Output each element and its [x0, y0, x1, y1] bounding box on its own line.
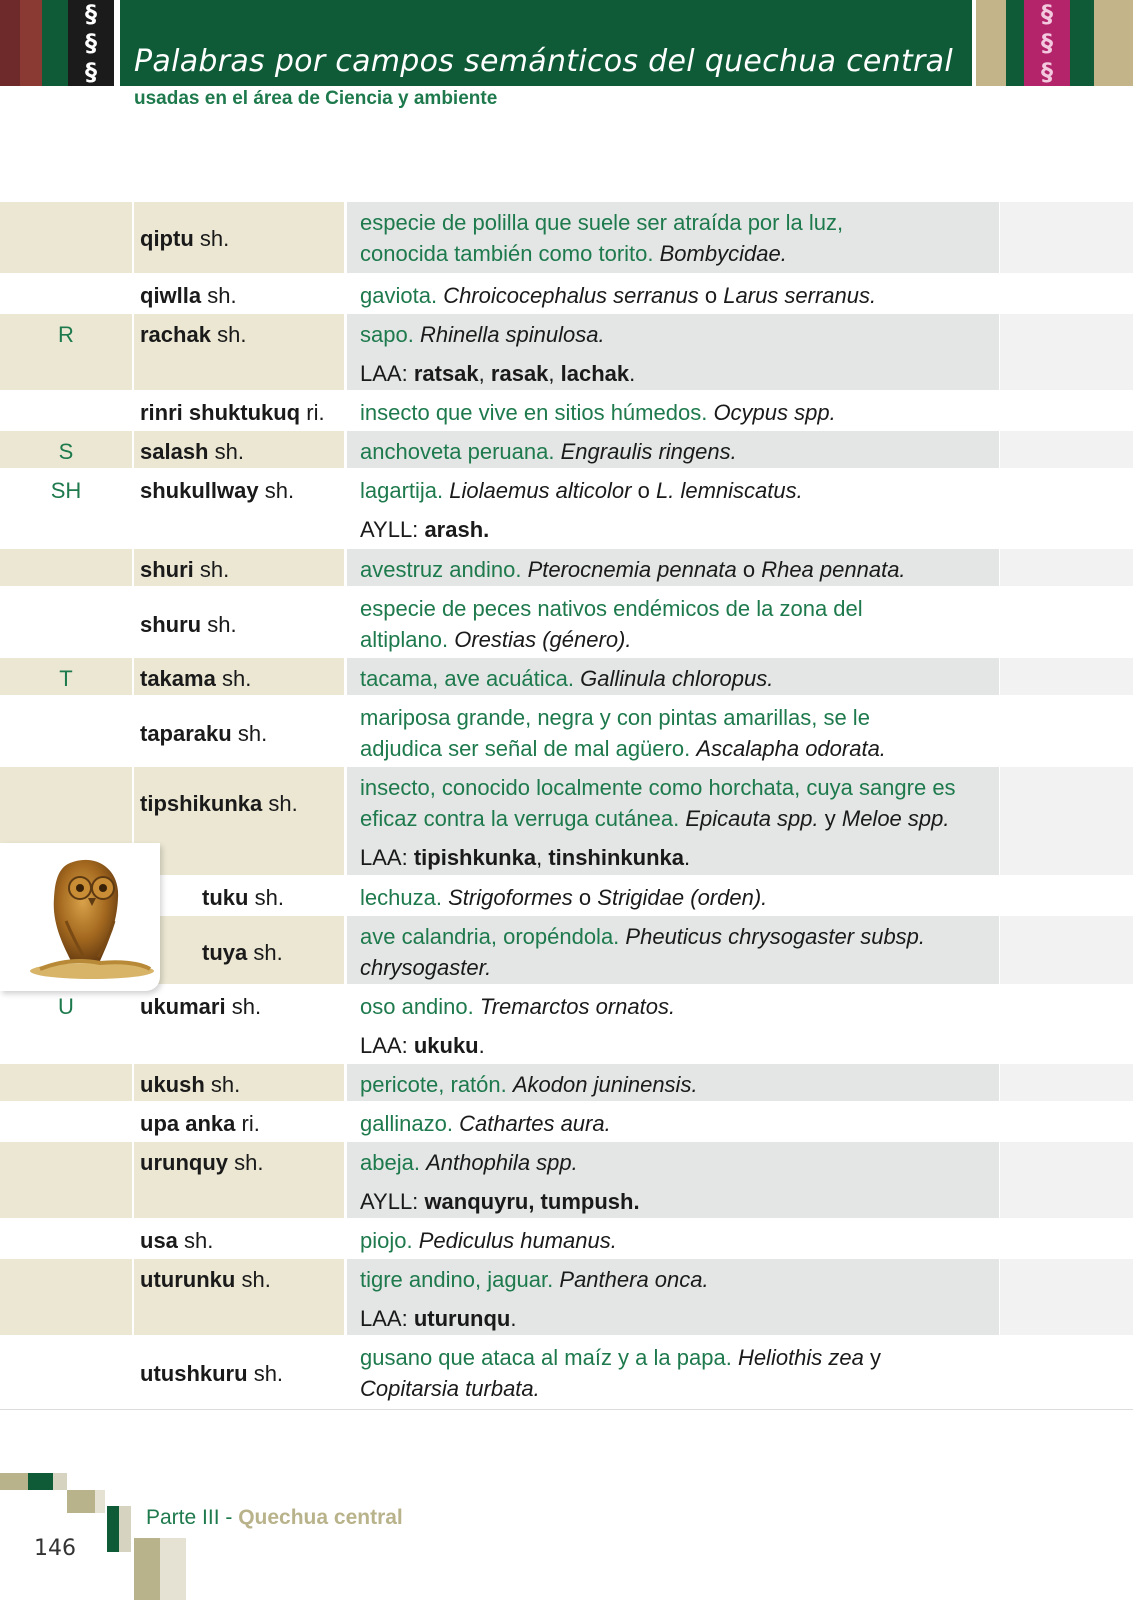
table-row [0, 275, 1133, 314]
entry-variants: LAA: tipishkunka, tinshinkunka. [360, 845, 691, 870]
entry-word: shuru sh. [140, 612, 237, 637]
table-row [0, 1103, 1133, 1142]
footer-square [95, 1490, 105, 1513]
entry-word: uturunku sh. [134, 1259, 344, 1335]
table-row [0, 697, 1133, 767]
footer-part-name: Quechua central [238, 1506, 403, 1529]
entry-definition: ave calandria, oropéndola. Pheuticus chrysogaster subsp. chrysogaster. [347, 916, 999, 984]
footer-square [107, 1506, 119, 1552]
section-letter: SH [50, 478, 82, 503]
page-title: Palabras por campos semánticos del quechua central [134, 44, 953, 79]
footer-square [28, 1473, 53, 1490]
footer-square [119, 1506, 131, 1552]
header-stripe [42, 0, 68, 86]
entry-word: rachak sh. [134, 314, 344, 390]
page-number: 146 [34, 1536, 76, 1561]
table-row [0, 431, 1133, 470]
entry-definition: oso andino. Tremarctos ornatos. LAA: ukuku. [360, 994, 676, 1058]
entry-word: usa sh. [140, 1228, 214, 1253]
section-letter: U [58, 994, 74, 1019]
footer-square [67, 1490, 95, 1513]
textile-pattern-icon: § § § [1024, 0, 1070, 86]
entry-word: tuya sh. [134, 916, 344, 984]
entry-word: tuku sh. [202, 885, 284, 910]
table-row [0, 392, 1133, 431]
entry-word: ukumari sh. [140, 994, 262, 1019]
entry-word: tipshikunka sh. [134, 767, 344, 875]
table-row [0, 549, 1133, 588]
entry-word: taparaku sh. [140, 721, 268, 746]
entry-definition: abeja. Anthophila spp. AYLL: wanquyru, tumpush. [347, 1142, 999, 1218]
table-row [0, 1337, 1133, 1410]
table-row [0, 588, 1133, 658]
entry-definition: insecto que vive en sitios húmedos. Ocypus spp. [360, 400, 836, 425]
header-stripe [1006, 0, 1024, 86]
entry-word: qiwlla sh. [140, 283, 237, 308]
entry-variants: LAA: ukuku. [360, 1033, 485, 1058]
entry-word: takama sh. [134, 658, 344, 695]
table-row [0, 314, 1133, 392]
table-row [0, 1220, 1133, 1259]
entry-word: utushkuru sh. [140, 1361, 284, 1386]
entry-definition: lagartija. Liolaemus alticolor o L. lemniscatus. AYLL: arash. [360, 478, 803, 542]
section-letter: R [0, 314, 132, 390]
entry-word: salash sh. [134, 431, 344, 468]
table-row [0, 767, 1133, 877]
table-row [0, 1142, 1133, 1220]
header-stripe [976, 0, 1006, 86]
entry-word: qiptu sh. [134, 202, 344, 273]
table-row [0, 986, 1133, 1064]
header-stripe [0, 0, 20, 86]
footer-square [53, 1473, 67, 1490]
entry-word: shuri sh. [134, 549, 344, 586]
header-stripe [1070, 0, 1094, 86]
entry-definition: lechuza. Strigoformes o Strigidae (orden). [360, 885, 768, 910]
entry-word: rinri shuktukuq ri. [140, 400, 325, 425]
entry-variants: LAA: uturunqu. [360, 1306, 517, 1331]
footer-square [0, 1473, 28, 1490]
entry-definition: gusano que ataca al maíz y a la papa. Heliothis zea y Copitarsia turbata. [360, 1345, 882, 1401]
section-letter: T [0, 658, 132, 695]
table-row [0, 1064, 1133, 1103]
entry-definition: gaviota. Chroicocephalus serranus o Larus serranus. [360, 283, 877, 308]
table-row [0, 470, 1133, 549]
table-row [0, 1259, 1133, 1337]
footer-square [134, 1538, 160, 1600]
entry-definition: tigre andino, jaguar. Panthera onca. LAA: uturunqu. [347, 1259, 999, 1335]
section-letter: S [0, 431, 132, 468]
entry-definition: pericote, ratón. Akodon juninensis. [347, 1064, 999, 1101]
entry-variants: LAA: ratsak, rasak, lachak. [360, 361, 636, 386]
footer-square [160, 1538, 186, 1600]
vocabulary-table [0, 202, 1133, 1410]
entry-definition: sapo. Rhinella spinulosa. LAA: ratsak, rasak, lachak. [347, 314, 999, 390]
owl-icon [0, 843, 160, 991]
table-row [0, 877, 1133, 916]
header-stripe [1094, 0, 1133, 86]
entry-definition: tacama, ave acuática. Gallinula chloropus. [347, 658, 999, 695]
entry-word: urunquy sh. [134, 1142, 344, 1218]
entry-variants: AYLL: arash. [360, 517, 490, 542]
entry-definition: especie de peces nativos endémicos de la zona del altiplano. Orestias (género). [360, 596, 863, 652]
entry-definition: mariposa grande, negra y con pintas amarillas, se le adjudica ser señal de mal agüero. Ascalapha odorata. [360, 705, 886, 761]
page-header [0, 0, 1133, 86]
entry-word: upa anka ri. [140, 1111, 260, 1136]
entry-word: ukush sh. [134, 1064, 344, 1101]
header-stripe [20, 0, 42, 86]
entry-definition: insecto, conocido localmente como horchata, cuya sangre es eficaz contra la verruga cutánea. Epicauta spp. y Meloe spp. LAA: tipishkunka, tinshinkunka. [347, 767, 999, 875]
owl-illustration [0, 843, 160, 991]
entry-definition: piojo. Pediculus humanus. [360, 1228, 617, 1253]
entry-definition: anchoveta peruana. Engraulis ringens. [347, 431, 999, 468]
entry-word: shukullway sh. [140, 478, 295, 503]
table-row [0, 202, 1133, 275]
entry-definition: gallinazo. Cathartes aura. [360, 1111, 611, 1136]
table-row [0, 916, 1133, 986]
entry-variants: AYLL: wanquyru, tumpush. [360, 1189, 640, 1214]
table-row [0, 658, 1133, 697]
textile-pattern-icon: § § § [68, 0, 114, 86]
page-subtitle: usadas en el área de Ciencia y ambiente [134, 88, 498, 109]
footer-part-label: Parte III - Quechua central [146, 1506, 403, 1529]
entry-definition: avestruz andino. Pterocnemia pennata o Rhea pennata. [347, 549, 999, 586]
entry-definition: especie de polilla que suele ser atraída por la luz, conocida también como torito. Bombycidae. [347, 202, 999, 273]
